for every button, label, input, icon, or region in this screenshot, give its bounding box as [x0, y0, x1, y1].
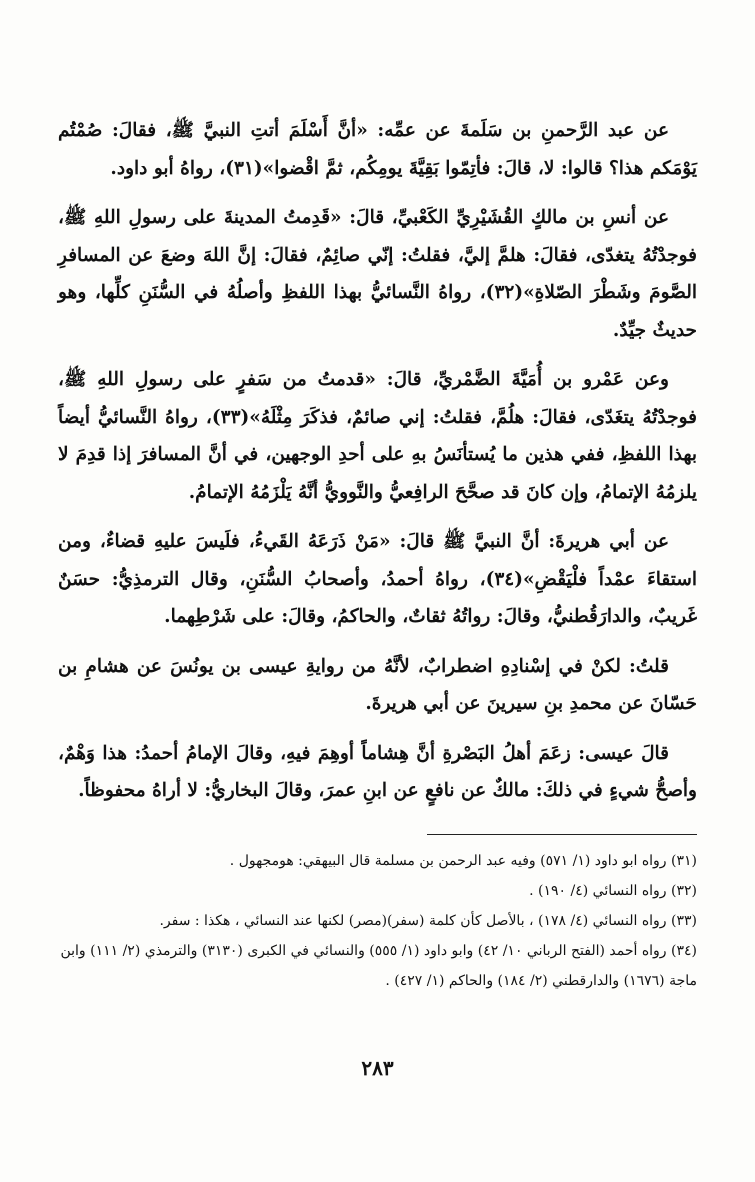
paragraph-3: وعن عَمْرو بن أُمَيَّةَ الضَّمْريِّ، قالَ: «قدمتُ من سَفرٍ على رسولِ اللهِ ﷺ، فوجدْتُهُ يتغَدّى، فقالَ: هلُمَّ، فقلتُ: إني صائمٌ، فذكَرَ مِثْلَهُ»(٣٣)، رواهُ النَّسائيُّ أيضاً بهذا اللفظِ، ففي هذين ما يُستأنَسُ بهِ على أحدِ الوجهين، في أنَّ المسافرَ إذا قدِمَ لا يلزمُهُ الإتمامُ، وإن كانَ قد صحَّحَ الرافِعيُّ والنَّوويُّ أنَّهُ يَلْزَمُهُ الإتمامُ. [58, 369, 697, 503]
paragraph-2: عن أنسِ بن مالكٍ القُشَيْرِيِّ الكَعْبيِّ، قالَ: «قَدِمتُ المدينةَ على رسولِ اللهِ ﷺ، فوجدْتُهُ يتغدّى، فقالَ: هلمَّ إليَّ، فقلتُ: إنّي صائِمٌ، فقالَ: إنَّ اللهَ وضعَ عن المسافرِ الصَّومَ وشَطْرَ الصّلاةِ»(٣٢)، رواهُ النَّسائيُّ بهذا اللفظِ وأصلُهُ في السُّنَنِ كلِّها، وهو حديثٌ جيِّدٌ. [58, 207, 697, 341]
footnotes [58, 846, 697, 996]
paragraph-6: قالَ عيسى: زعَمَ أهلُ البَصْرةِ أنَّ هِشاماً أوهِمَ فيهِ، وقالَ الإمامُ أحمدُ: هذا وَهْمٌ، وأصحُّ شيءٍ في ذلكَ: مالكٌ عن نافعٍ عن ابنِ عمرَ، وقالَ البخاريُّ: لا أراهُ محفوظاً. [58, 742, 697, 801]
main-text [58, 112, 697, 822]
paragraph-1: عن عبد الرَّحمنِ بن سَلَمةَ عن عمِّه: «أنَّ أَسْلَمَ أتتِ النبيَّ ﷺ، فقالَ: صُمْتُم يَوْمَكم هذا؟ قالوا: لا، قالَ: فأتِمّوا بَقِيَّةَ يومِكُم، ثمَّ اقْضوا»(٣١)، رواهُ أبو داود. [58, 120, 697, 179]
footnote-34: (٣٤) رواه أحمد (الفتح الرباني ١٠/ ٤٢) وابو داود (١/ ٥٥٥) والنسائي في الكبرى (٣١٣٠) والترمذي (٢/ ١١١) وابن ماجة (١٦٧٦) والدارقطني (٢/ ١٨٤) والحاكم (١/ ٤٢٧) . [60, 943, 697, 989]
footnote-33: (٣٣) رواه النسائي (٤/ ١٧٨) ، بالأصل كأن كلمة (سفر)(مصر) لكنها عند النسائي ، هكذا : سفر. [159, 913, 697, 929]
paragraph-5: قلتُ: لكنْ في إسْنادِهِ اضطرابٌ، لأنَّهُ من روايةِ عيسى بن يونُسَ عن هشامِ بن حَسّانَ عن محمدِ بنِ سيرينَ عن أبي هريرةَ. [58, 655, 697, 714]
paragraph-4: عن أبي هريرةَ: أنَّ النبيَّ ﷺ قالَ: «مَنْ ذَرَعَهُ القَيءُ، فلَيسَ عليهِ قضاءٌ، ومن استقاءَ عمْداً فلْيَقْضِ»(٣٤)، رواهُ أحمدُ، وأصحابُ السُّنَنِ، وقال الترمذِيُّ: حسَنٌ غَريبٌ، والدارَقُطنيُّ، وقالَ: رواتُهُ ثقاتٌ، والحاكمُ، وقالَ: على شَرْطِهما. [58, 531, 698, 627]
footnote-divider [427, 834, 697, 835]
page-number: ٢٨٣ [361, 1056, 394, 1080]
footnote-32: (٣٢) رواه النسائي (٤/ ١٩٠) . [529, 883, 697, 899]
footnote-31: (٣١) رواه ابو داود (١/ ٥٧١) وفيه عبد الرحمن بن مسلمة قال البيهقي: هومجهول . [229, 853, 697, 869]
